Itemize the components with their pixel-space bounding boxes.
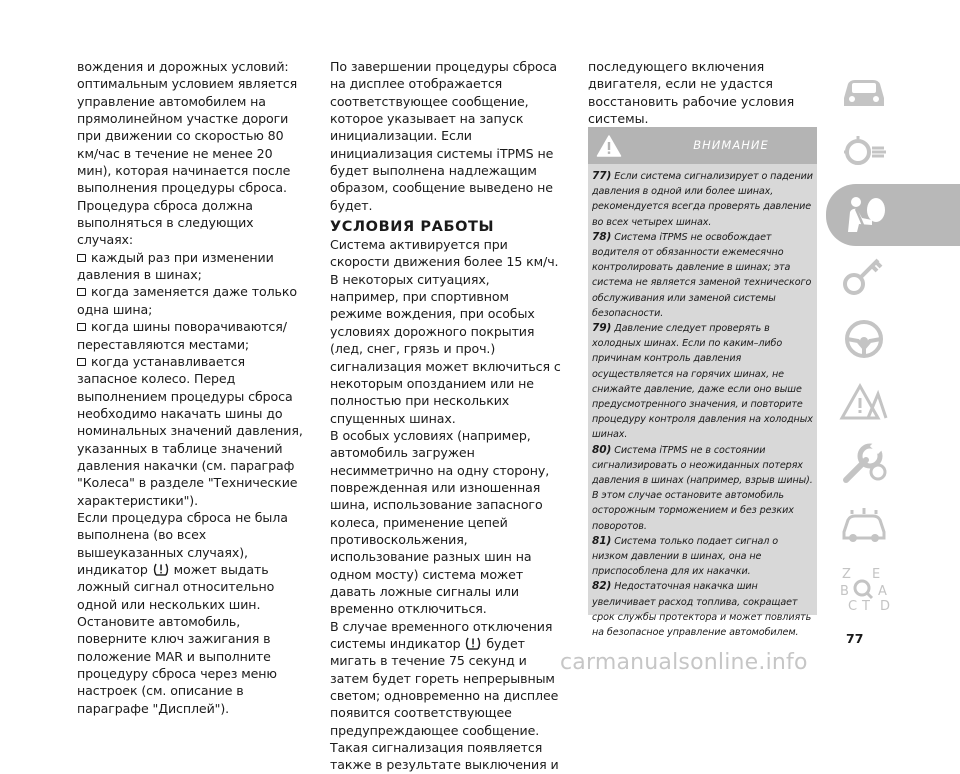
warning-box (588, 127, 817, 639)
chapter-tab-index[interactable] (826, 556, 960, 618)
dashboard-lights-icon (838, 130, 890, 176)
steering-wheel-icon (838, 316, 890, 362)
svg-text:C: C (848, 599, 858, 612)
section-heading: УСЛОВИЯ РАБОТЫ (330, 219, 495, 236)
list-item: когда устанавливается запасное колесо. Перед выполнением процедуры сброса необходимо накачать шины до номинальных значений давления, указанных в таблице значений давления накачки (см. параграф "Колеса" в разделе "Технические характеристики"). (77, 353, 303, 508)
svg-text:D: D (880, 599, 891, 612)
road-warning-icon (838, 378, 890, 424)
alphabet-index-icon (838, 564, 894, 612)
paragraph: Такая сигнализация появляется также в результате выключения и (330, 740, 559, 773)
text-column-2 (330, 58, 562, 774)
warning-item: 78) Система iTPMS не освобождает водителя от обязанности ежемесячно контролировать давление в шинах; эта система не является заменой технического обслуживания или заменой системы безопасности. (592, 230, 812, 319)
paragraph: Процедура сброса должна выполняться в следующих случаях: (77, 197, 254, 248)
checkbox-bullet-icon (77, 358, 86, 366)
chapter-tab-dashboard[interactable] (826, 122, 960, 184)
chapter-tab-specs[interactable] (826, 494, 960, 556)
chapter-tab-car[interactable] (826, 60, 960, 122)
paragraph: вождения и дорожных условий: оптимальным условием является управление автомобилем на прямолинейном участке дороги при движении со скоростью 80 км/час в течение не менее 20 мин), которая начинается после выполнения процедуры сброса. (77, 59, 298, 196)
warning-header (588, 127, 817, 164)
list-item: когда заменяется даже только одна шина; (77, 284, 297, 317)
airbag-safety-icon (838, 192, 894, 238)
checkbox-bullet-icon (77, 323, 86, 331)
svg-text:B: B (840, 584, 849, 599)
chapter-tab-safety[interactable] (826, 184, 960, 246)
text-column-3 (588, 58, 820, 127)
watermark-text: carmanualsonline.info (560, 650, 808, 675)
warning-item: 81) Система только подает сигнал о низком давлении в шинах, она не приспособлена для их накачки. (592, 534, 779, 578)
list-item: каждый раз при изменении давления в шинах; (77, 249, 274, 283)
checkbox-bullet-icon (77, 288, 86, 296)
chapter-tab-driving[interactable] (826, 308, 960, 370)
warning-body (592, 169, 816, 640)
chapter-tab-emergency[interactable] (826, 370, 960, 432)
paragraph: В случае временного отключения системы индикатор будет мигать в течение 75 секунд и затем будет гореть непрерывным светом; одновременно на дисплее появится соответствующее предупреждающее сообщение. (330, 618, 559, 738)
warning-item: 80) Система iTPMS не в состоянии сигнализировать о неожиданных потерях давления в шинах (например, взрыв шины). В этом случае остановите автомобиль осторожным торможением и без резких поворотов. (592, 443, 813, 532)
chapter-tab-service[interactable] (826, 432, 960, 494)
chapter-sidebar (826, 58, 960, 618)
tire-pressure-warning-icon (153, 562, 169, 577)
paragraph: Система активируется при скорости движения более 15 км/ч. (330, 237, 559, 270)
chapter-tab-start[interactable] (826, 246, 960, 308)
specs-car-icon (838, 502, 890, 548)
tire-pressure-warning-icon (465, 636, 481, 651)
warning-item: 82) Недостаточная накачка шин увеличивает расход топлива, сокращает срок службы протектора и может повлиять на безопасное управление автомобилем. (592, 580, 812, 639)
svg-text:T: T (862, 599, 870, 612)
wrench-service-icon (838, 440, 890, 486)
paragraph: В некоторых ситуациях, например, при спортивном режиме вождения, при особых условиях дорожного покрытия (лед, снег, грязь и проч.) сигнализация может включиться с некоторым опозданием или не полностью при нескольких спущенных шинах. (330, 271, 561, 426)
text-column-1 (77, 58, 303, 717)
page-number: 77 (846, 631, 864, 646)
paragraph: В особых условиях (например, автомобиль загружен несимметрично на одну сторону, поврежденная или изношенная шина, использование запасного колеса, применение цепей противоскольжения, использование разных шин на одном мосту) система может давать ложные сигналы или временно отключиться. (330, 427, 550, 617)
warning-item: 77) Если система сигнализирует о падении давления в одной или более шинах, рекомендуется всегда проверять давление во всех четырех шинах. (592, 170, 813, 228)
svg-text:Z: Z (842, 567, 851, 582)
paragraph: последующего включения двигателя, если не удастся восстановить рабочие условия системы. (588, 59, 795, 127)
paragraph: Если процедура сброса не была выполнена (во всех вышеуказанных случаях), индикатор может выдать ложный сигнал относительно одной или нескольких шин. Остановите автомобиль, поверните ключ зажигания в положение MAR и выполните процедуру сброса через меню настроек (см. описание в параграфе "Дисплей"). (77, 509, 288, 716)
svg-text:A: A (878, 584, 887, 599)
svg-text:E: E (872, 567, 881, 582)
list-item: когда шины поворачиваются/переставляются местами; (77, 319, 287, 352)
checkbox-bullet-icon (77, 254, 86, 262)
key-start-icon (838, 254, 890, 300)
warning-title: ВНИМАНИЕ (693, 138, 769, 152)
car-icon (838, 68, 890, 114)
warning-item: 79) Давление следует проверять в холодных шинах. Если по каким–либо причинам контроль давления осуществляется на горячих шинах, не снижайте давление, даже если оно выше предусмотренного значения, и повторите процедуру контроля давления на холодных шинах. (592, 322, 813, 441)
paragraph: По завершении процедуры сброса на дисплее отображается соответствующее сообщение, которое указывает на запуск инициализации. Если инициализация системы iTPMS не будет выполнена надлежащим образом, сообщение выведено не будет. (330, 59, 558, 213)
warning-triangle-icon (596, 134, 622, 158)
